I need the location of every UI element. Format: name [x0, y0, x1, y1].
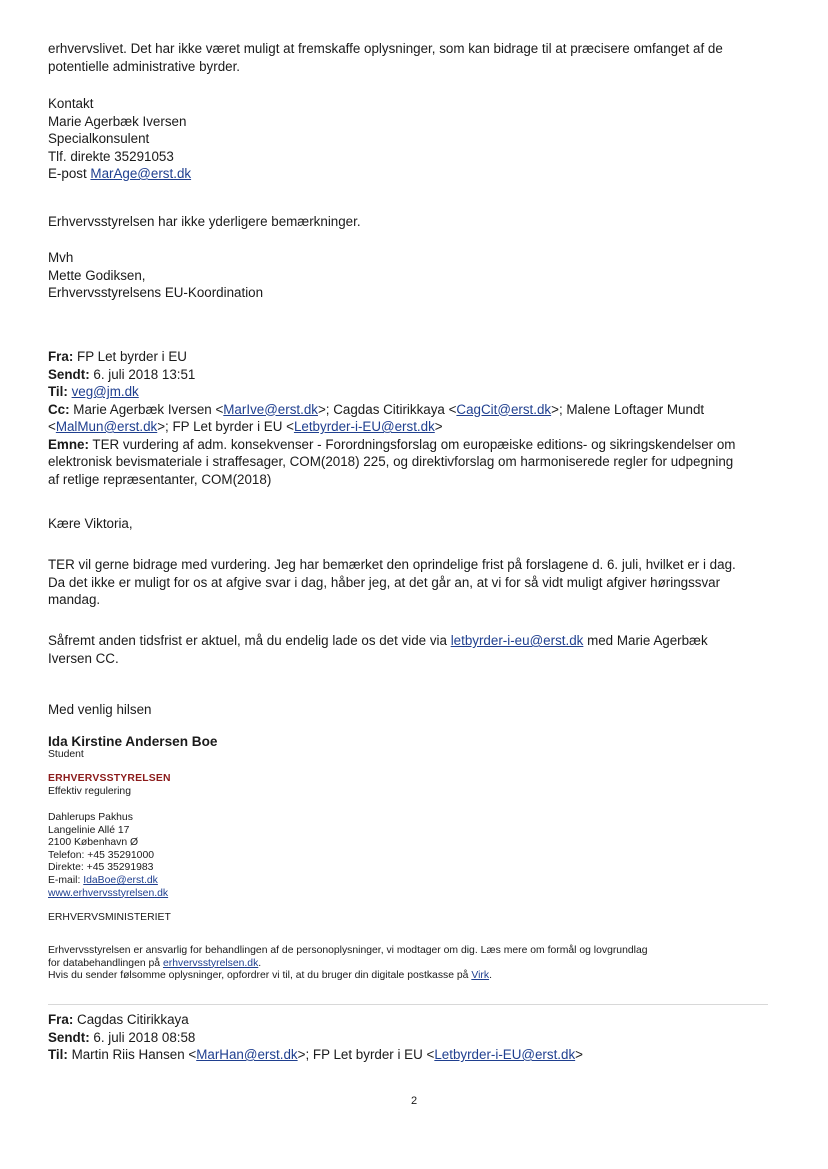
header1-subject: Emne: TER vurdering af adm. konsekvenser - Forordningsforslag om europæiske editions- og sikringskendelser om [48, 436, 736, 452]
contact-name: Marie Agerbæk Iversen [48, 113, 187, 129]
signature-title: Student [48, 749, 84, 760]
divider [48, 1004, 768, 1005]
contact-label: Kontakt [48, 96, 94, 111]
body-paragraph-1 [48, 556, 788, 609]
cc-email-link-1[interactable]: MarIve@erst.dk [223, 401, 318, 417]
privacy-notice: Erhvervsstyrelsen er ansvarlig for behandlingen af de personoplysninger, vi modtager om dig. Læs mere om formål og lovgrundlag for databehandlingen på erhvervsstyrelsen.dk. Hvis du sender følsomme oplysninger, opfordrer vi til, at du bruger din digitale postkasse på Virk. [48, 945, 648, 982]
signature-org-block [48, 773, 788, 798]
closing-block [48, 249, 788, 302]
body-paragraph-2: Såfremt anden tidsfrist er aktuel, må du endelig lade os det vide via letbyrder-i-eu@erst.dk med Marie Agerbæk Iversen CC. [48, 633, 708, 666]
contact-email-link[interactable]: MarAge@erst.dk [90, 166, 192, 181]
intro-line-1: erhvervslivet. Det har ikke været muligt at fremskaffe oplysninger, som kan bidrage til at præcisere omfanget af de [48, 41, 723, 56]
signature-address: Dahlerups Pakhus Langelinie Allé 17 2100 København Ø Telefon: +45 35291000 Direkte: +45 35291983 E-mail: IdaBoe@erst.dk www.erhvervsstyrelsen.dk [48, 812, 169, 899]
header1-from: Fra: FP Let byrder i EU [48, 349, 187, 364]
virk-link[interactable]: Virk [471, 970, 490, 982]
signature-email-link[interactable]: IdaBoe@erst.dk [83, 874, 158, 886]
to2-email-link-2[interactable]: Letbyrder-i-EU@erst.dk [434, 1047, 576, 1062]
body-line-2: Da det ikke er muligt for os at afgive svar i dag, håber jeg, at det går an, at vi for så vidt muligt afgiver høringssvar [48, 574, 721, 590]
privacy-link[interactable]: erhvervsstyrelsen.dk [162, 957, 259, 969]
to-email-link[interactable]: veg@jm.dk [71, 384, 139, 399]
header1-cc-cont: <MalMun@erst.dk>; FP Let byrder i EU <Letbyrder-i-EU@erst.dk> [48, 419, 443, 434]
ministry: ERHVERVSMINISTERIET [48, 912, 171, 923]
header1-to: Til: veg@jm.dk [48, 384, 139, 399]
intro-line-2: potentielle administrative byrder. [48, 58, 241, 74]
body-line-1: TER vil gerne bidrage med vurdering. Jeg har bemærket den oprindelige frist på forslagene d. 6. juli, hvilket er i dag. [48, 557, 736, 572]
regards: Med venlig hilsen [48, 702, 152, 717]
letbyrder-email-link[interactable]: letbyrder-i-eu@erst.dk [450, 633, 584, 648]
header1-subject-2: elektronisk bevismateriale i straffesager, COM(2018) 225, og direktivforslag om harmoniserede regler for udpegning [48, 454, 734, 469]
remark: Erhvervsstyrelsen har ikke yderligere bemærkninger. [48, 214, 361, 229]
body-line-3: mandag. [48, 592, 101, 607]
email-header-1 [48, 348, 788, 488]
greeting: Kære Viktoria, [48, 516, 133, 531]
signature-name: Ida Kirstine Andersen Boe [48, 734, 218, 749]
intro-paragraph [48, 40, 788, 75]
to2-email-link-1[interactable]: MarHan@erst.dk [196, 1047, 298, 1062]
header1-sent: Sendt: 6. juli 2018 13:51 [48, 366, 196, 382]
closing: Mvh [48, 250, 74, 265]
email-header-2: Fra: Cagdas Citirikkaya Sendt: 6. juli 2018 08:58 Til: Martin Riis Hansen <MarHan@erst.dk>; FP Let byrder i EU <Letbyrder-i-EU@erst.dk> [48, 1012, 583, 1062]
contact-email-label: E-post [48, 166, 91, 181]
header1-subject-3: af retlige repræsentanter, COM(2018) [48, 471, 272, 487]
header1-cc: Cc: Marie Agerbæk Iversen <MarIve@erst.dk>; Cagdas Citirikkaya <CagCit@erst.dk>; Malene Loftager Mundt [48, 401, 705, 417]
contact-phone: Tlf. direkte 35291053 [48, 148, 174, 164]
contact-email-row [48, 165, 788, 183]
cc-email-link-2[interactable]: CagCit@erst.dk [456, 401, 552, 417]
cc-email-link-3[interactable]: MalMun@erst.dk [55, 419, 158, 434]
contact-title: Specialkonsulent [48, 131, 150, 146]
contact-block [48, 95, 788, 183]
sender-name: Mette Godiksen, [48, 267, 146, 283]
website-link[interactable]: www.erhvervsstyrelsen.dk [48, 887, 169, 899]
sender-org: Erhvervsstyrelsens EU-Koordination [48, 285, 264, 300]
page-number: 2 [410, 1095, 418, 1107]
org-logo-text: ERHVERVSSTYRELSEN [48, 773, 171, 784]
org-unit: Effektiv regulering [48, 785, 131, 797]
cc-email-link-4[interactable]: Letbyrder-i-EU@erst.dk [293, 419, 435, 434]
